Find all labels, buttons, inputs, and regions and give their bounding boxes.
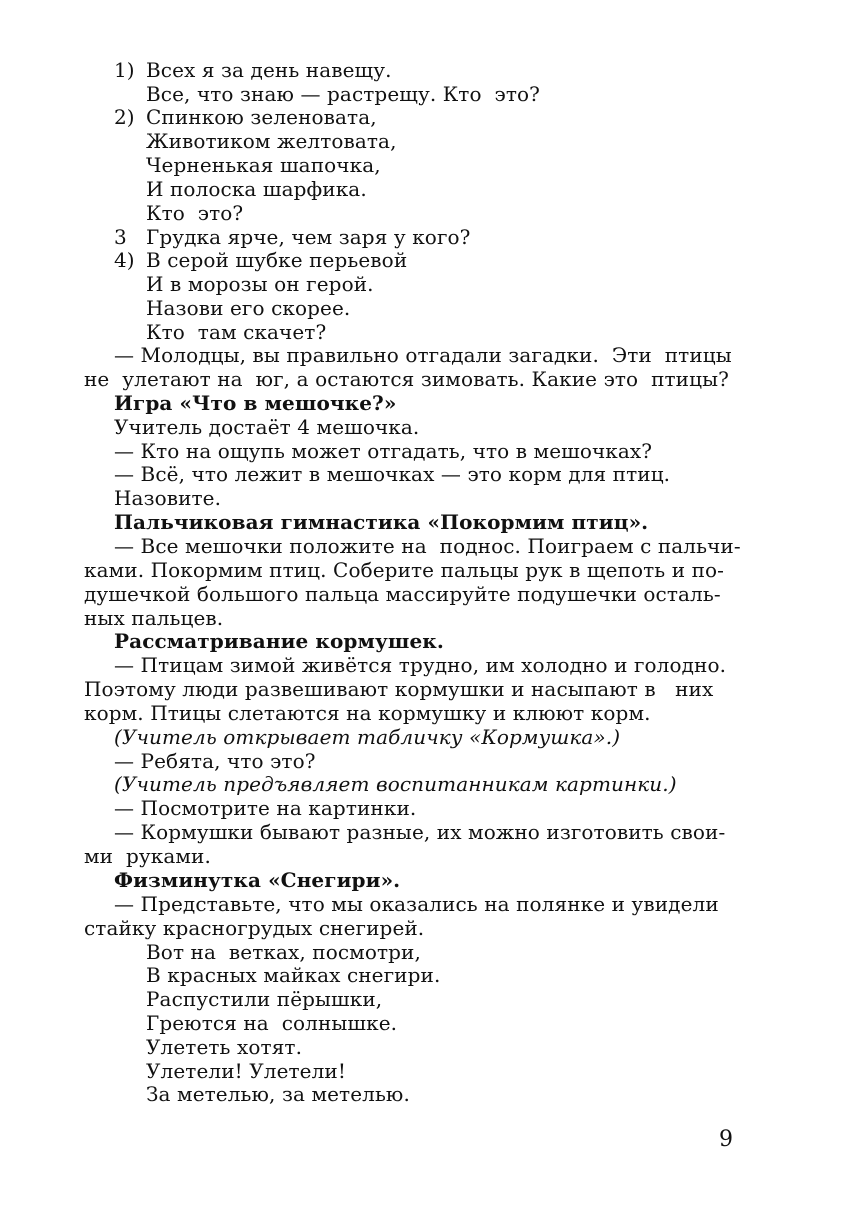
riddle-line: Грудка ярче, чем заря у кого?: [146, 225, 471, 249]
riddle-line: Все, что знаю — растрещу. Кто это?: [146, 82, 540, 106]
paragraph-line: — Всё, что лежит в мешочках — это корм для птиц.: [114, 462, 671, 486]
section-heading: Физминутка «Снегири».: [114, 868, 401, 892]
riddle-number: 3: [114, 225, 127, 249]
section-heading: Игра «Что в мешочке?»: [114, 391, 397, 415]
paragraph-line: не улетают на юг, а остаются зимовать. Какие это птицы?: [84, 367, 729, 391]
stage-direction: (Учитель предъявляет воспитанникам картинки.): [114, 772, 677, 796]
section-heading: Пальчиковая гимнастика «Покормим птиц».: [114, 510, 649, 534]
poem-line: Вот на ветках, посмотри,: [146, 940, 421, 964]
paragraph-line: — Кормушки бывают разные, их можно изготовить свои-: [114, 820, 726, 844]
section-heading: Рассматривание кормушек.: [114, 629, 444, 653]
riddle-line: Назови его скорее.: [146, 296, 351, 320]
riddle-line: Кто это?: [146, 201, 244, 225]
riddle-line: Животиком желтовата,: [146, 129, 397, 153]
riddle-line: В серой шубке перьевой: [146, 248, 408, 272]
paragraph-line: — Молодцы, вы правильно отгадали загадки. Эти птицы: [114, 343, 732, 367]
riddle-line: Черненькая шапочка,: [146, 153, 381, 177]
paragraph-line: — Птицам зимой живётся трудно, им холодно и голодно.: [114, 653, 727, 677]
poem-line: В красных майках снегири.: [146, 963, 441, 987]
riddle-line: Спинкою зеленовата,: [146, 105, 377, 129]
paragraph-line: — Представьте, что мы оказались на полянке и увидели: [114, 892, 719, 916]
paragraph-line: Поэтому люди развешивают кормушки и насыпают в них: [84, 677, 714, 701]
page-number: 9: [719, 1127, 733, 1152]
paragraph-line: ми руками.: [84, 844, 211, 868]
riddle-number: 2): [114, 105, 135, 129]
riddle-line: Всех я за день навещу.: [146, 58, 392, 82]
paragraph-line: — Все мешочки положите на поднос. Поиграем с пальчи-: [114, 534, 741, 558]
paragraph-line: корм. Птицы слетаются на кормушку и клюют корм.: [84, 701, 651, 725]
stage-direction: (Учитель открывает табличку «Кормушка».): [114, 725, 621, 749]
paragraph-line: — Ребята, что это?: [114, 749, 316, 773]
poem-line: Улетели! Улетели!: [146, 1059, 346, 1083]
riddle-line: И полоска шарфика.: [146, 177, 367, 201]
riddle-number: 4): [114, 248, 135, 272]
riddle-line: И в морозы он герой.: [146, 272, 374, 296]
poem-line: За метелью, за метелью.: [146, 1082, 410, 1106]
paragraph-line: Учитель достаёт 4 мешочка.: [114, 415, 420, 439]
paragraph-line: ками. Покормим птиц. Соберите пальцы рук в щепоть и по-: [84, 558, 725, 582]
poem-line: Улететь хотят.: [146, 1035, 303, 1059]
paragraph-line: — Посмотрите на картинки.: [114, 796, 417, 820]
poem-line: Греются на солнышке.: [146, 1011, 398, 1035]
poem-line: Распустили пёрышки,: [146, 987, 383, 1011]
paragraph-line: Назовите.: [114, 486, 222, 510]
paragraph-line: душечкой большого пальца массируйте подушечки осталь-: [84, 582, 721, 606]
riddle-line: Кто там скачет?: [146, 320, 327, 344]
riddle-number: 1): [114, 58, 135, 82]
paragraph-line: ных пальцев.: [84, 606, 224, 630]
paragraph-line: — Кто на ощупь может отгадать, что в мешочках?: [114, 439, 653, 463]
paragraph-line: стайку красногрудых снегирей.: [84, 916, 425, 940]
